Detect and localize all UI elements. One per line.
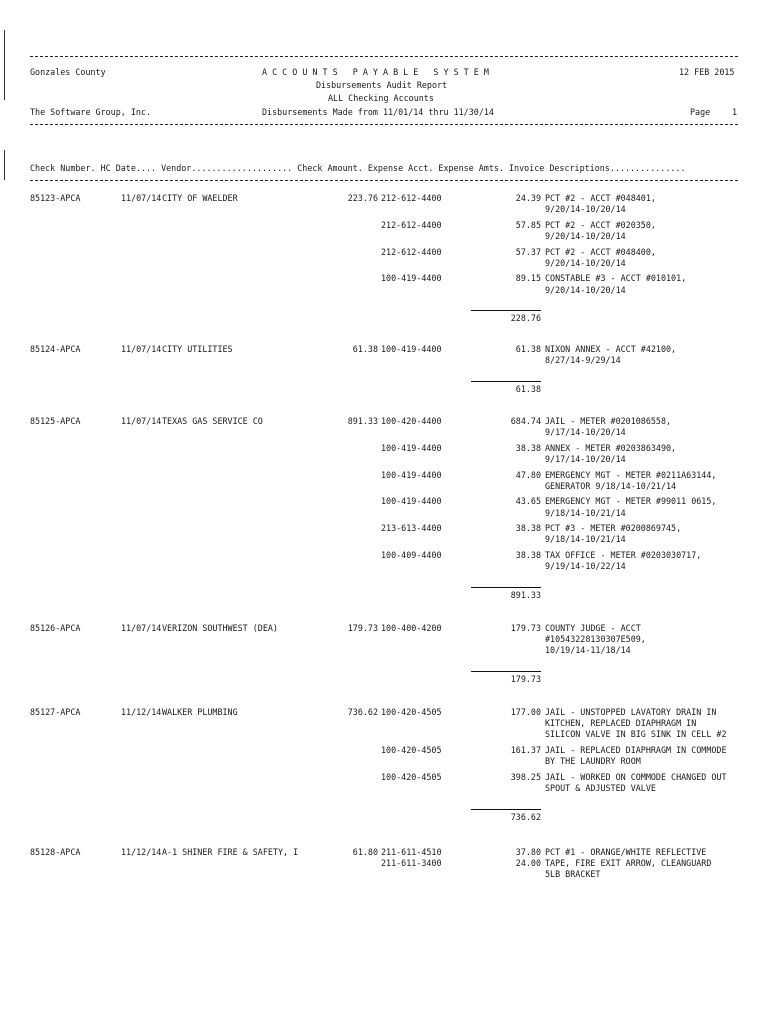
total-rule: [471, 310, 541, 311]
expense-account: 212-612-4400: [381, 219, 442, 230]
header-rule: [30, 124, 738, 125]
invoice-description: 9/20/14-10/20/14: [545, 284, 626, 295]
vendor-name: TEXAS GAS SERVICE CO: [162, 416, 263, 426]
expense-amount: 43.65: [515, 496, 541, 507]
invoice-description: 10/19/14-11/18/14: [545, 645, 631, 656]
expense-amount: 177.00: [510, 707, 541, 717]
check-number: 85126-APCA: [30, 623, 81, 633]
check-amount: 736.62: [347, 707, 378, 717]
expense-account: 100-409-4400: [381, 550, 442, 560]
expense-amount: 38.38: [515, 550, 541, 560]
expense-account: 100-419-4400: [381, 496, 442, 507]
binding-mark: [4, 30, 5, 100]
invoice-description: BY THE LAUNDRY ROOM: [545, 756, 641, 767]
invoice-description: EMERGENCY MGT - METER #0211A63144,: [545, 469, 717, 480]
expense-account: 100-419-4400: [381, 469, 442, 480]
check-date: 11/07/14: [121, 623, 162, 633]
check-date: 11/07/14: [121, 416, 162, 426]
expense-account: 100-420-4505: [381, 745, 442, 755]
invoice-description: JAIL - UNSTOPPED LAVATORY DRAIN IN: [545, 707, 717, 717]
column-rule: [30, 180, 738, 181]
check-date: 11/07/14: [121, 193, 162, 203]
check-total: 736.62: [510, 811, 541, 822]
invoice-description: GENERATOR 9/18/14-10/21/14: [545, 480, 677, 491]
check-date: 11/07/14: [121, 344, 162, 354]
invoice-description: PCT #2 - ACCT #048400,: [545, 246, 656, 257]
top-rule: [30, 56, 738, 57]
invoice-description: 9/17/14-10/20/14: [545, 454, 626, 464]
expense-amount: 24.39: [515, 193, 541, 203]
vendor-name: A-1 SHINER FIRE & SAFETY, I: [162, 847, 299, 857]
check-total: 61.38: [515, 383, 541, 394]
check-number: 85128-APCA: [30, 847, 81, 857]
binding-mark: [4, 150, 5, 180]
vendor-name: CITY UTILITIES: [162, 344, 233, 354]
invoice-description: EMERGENCY MGT - METER #99011 0615,: [545, 496, 717, 507]
expense-account: 100-419-4400: [381, 344, 442, 354]
expense-account: 211-611-3400: [381, 858, 442, 869]
system-title: A C C O U N T S P A Y A B L E S Y S T E M: [262, 67, 489, 77]
invoice-description: 9/17/14-10/20/14: [545, 427, 626, 438]
invoice-description: 5LB BRACKET: [545, 869, 601, 880]
invoice-description: SPOUT & ADJUSTED VALVE: [545, 783, 656, 793]
expense-amount: 61.38: [515, 344, 541, 354]
invoice-description: 9/20/14-10/20/14: [545, 231, 626, 241]
vendor-name: WALKER PLUMBING: [162, 707, 238, 717]
invoice-description: 8/27/14-9/29/14: [545, 355, 621, 366]
invoice-description: #10543228130307E509,: [545, 634, 646, 645]
invoice-description: NIXON ANNEX - ACCT #42100,: [545, 344, 677, 354]
expense-amount: 37.80: [515, 847, 541, 857]
report-date: 12 FEB 2015: [679, 67, 735, 77]
total-rule: [471, 381, 541, 382]
invoice-description: JAIL - WORKED ON COMMODE CHANGED OUT: [545, 771, 727, 782]
date-range: Disbursements Made from 11/01/14 thru 11/30/14: [262, 107, 494, 117]
invoice-description: 9/18/14-10/21/14: [545, 507, 626, 518]
check-date: 11/12/14: [121, 847, 162, 857]
invoice-description: SILICON VALVE IN BIG SINK IN CELL #2: [545, 729, 727, 740]
report-title: Disbursements Audit Report: [316, 80, 448, 90]
invoice-description: PCT #2 - ACCT #020350,: [545, 219, 656, 230]
invoice-description: KITCHEN, REPLACED DIAPHRAGM IN: [545, 718, 697, 729]
check-number: 85124-APCA: [30, 344, 81, 354]
invoice-description: TAX OFFICE - METER #0203030717,: [545, 550, 702, 560]
invoice-description: JAIL - REPLACED DIAPHRAGM IN COMMODE: [545, 745, 727, 755]
check-amount: 61.80: [352, 847, 378, 857]
expense-amount: 38.38: [515, 442, 541, 453]
expense-amount: 24.00: [515, 858, 541, 869]
page-number: 1: [732, 107, 738, 117]
total-rule: [471, 671, 541, 672]
check-amount: 61.38: [352, 344, 378, 354]
invoice-description: PCT #3 - METER #0200869745,: [545, 523, 682, 534]
vendor-name: CITY OF WAELDER: [162, 193, 238, 203]
expense-amount: 89.15: [515, 273, 541, 284]
invoice-description: PCT #2 - ACCT #048401,: [545, 193, 656, 203]
page-label: Page: [690, 107, 711, 117]
invoice-description: CONSTABLE #3 - ACCT #010101,: [545, 273, 687, 284]
check-total: 228.76: [510, 313, 541, 324]
invoice-description: JAIL - METER #0201086558,: [545, 416, 672, 426]
invoice-description: 9/18/14-10/21/14: [545, 534, 626, 545]
accounts-label: ALL Checking Accounts: [328, 93, 434, 103]
expense-amount: 161.37: [510, 745, 541, 755]
expense-account: 212-612-4400: [381, 193, 442, 203]
county-name: Gonzales County: [30, 67, 106, 77]
expense-amount: 38.38: [515, 523, 541, 534]
total-rule: [471, 809, 541, 810]
invoice-description: 9/20/14-10/20/14: [545, 257, 626, 268]
expense-account: 100-420-4505: [381, 771, 442, 782]
expense-account: 100-420-4400: [381, 416, 442, 426]
expense-account: 212-612-4400: [381, 246, 442, 257]
column-headers: Check Number. HC Date.... Vendor.................... Check Amount. Expense Acct. Expense Amts. Invoice Descriptions...............: [30, 163, 686, 173]
check-total: 179.73: [510, 674, 541, 684]
expense-account: 100-419-4400: [381, 273, 442, 284]
invoice-description: COUNTY JUDGE - ACCT: [545, 623, 641, 633]
check-amount: 223.76: [347, 193, 378, 203]
invoice-description: ANNEX - METER #0203863490,: [545, 442, 677, 453]
expense-amount: 398.25: [510, 771, 541, 782]
invoice-description: PCT #1 - ORANGE/WHITE REFLECTIVE: [545, 847, 707, 857]
check-number: 85123-APCA: [30, 193, 81, 203]
check-amount: 179.73: [347, 623, 378, 633]
expense-amount: 57.37: [515, 246, 541, 257]
check-date: 11/12/14: [121, 707, 162, 717]
expense-account: 100-419-4400: [381, 442, 442, 453]
check-amount: 891.33: [347, 416, 378, 426]
expense-account: 213-613-4400: [381, 523, 442, 534]
check-total: 891.33: [510, 589, 541, 600]
expense-amount: 179.73: [510, 623, 541, 633]
expense-account: 211-611-4510: [381, 847, 442, 857]
expense-account: 100-420-4505: [381, 707, 442, 717]
expense-amount: 684.74: [510, 416, 541, 426]
check-number: 85125-APCA: [30, 416, 81, 426]
vendor-company: The Software Group, Inc.: [30, 107, 152, 117]
invoice-description: TAPE, FIRE EXIT ARROW, CLEANGUARD: [545, 858, 712, 869]
expense-amount: 57.85: [515, 219, 541, 230]
invoice-description: 9/19/14-10/22/14: [545, 561, 626, 572]
total-rule: [471, 587, 541, 588]
check-number: 85127-APCA: [30, 707, 81, 717]
vendor-name: VERIZON SOUTHWEST (DEA): [162, 623, 278, 633]
invoice-description: 9/20/14-10/20/14: [545, 204, 626, 215]
expense-account: 100-400-4200: [381, 623, 442, 633]
expense-amount: 47.80: [515, 469, 541, 480]
